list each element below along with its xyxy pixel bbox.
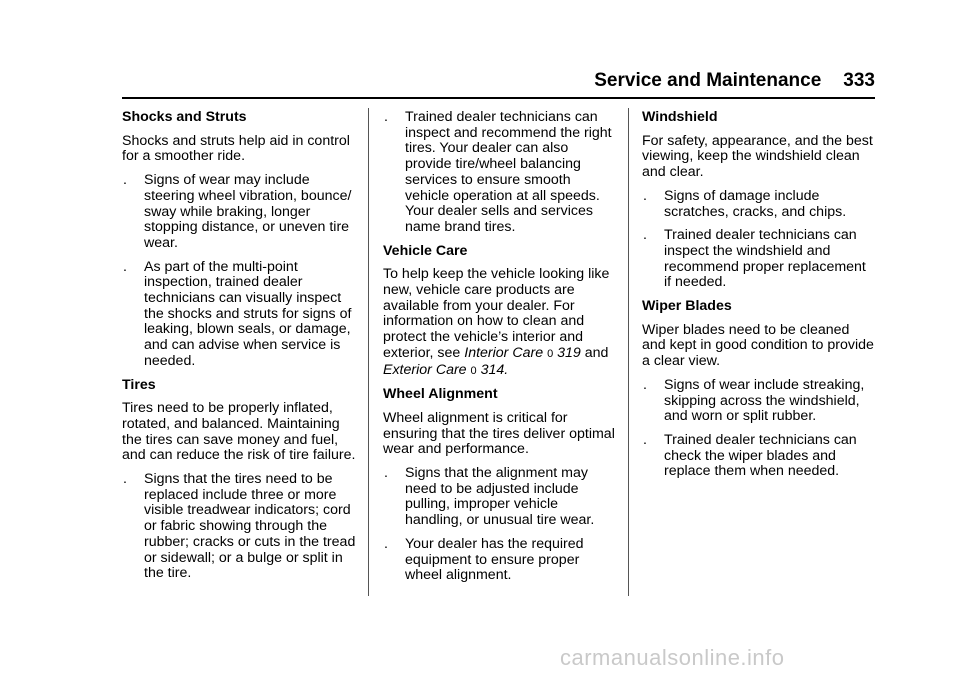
heading-shocks: Shocks and Struts: [122, 109, 247, 125]
bullet-text: Trained dealer technicians can check the wiper blades and replace them when needed.: [664, 431, 857, 480]
bullet-item: [383, 466, 615, 529]
column-2: [383, 110, 615, 592]
bullet-text: Your dealer has the required equipment to ensure proper wheel alignment.: [405, 535, 584, 584]
bullet-text: As part of the multi-point inspection, trained dealer technicians can visually inspect the shocks and struts for signs of leaking, blown seals, or damage, and can advise when service is needed.: [144, 258, 352, 369]
bullet-marker: .: [123, 471, 127, 488]
bullet-item: [642, 228, 876, 291]
heading-vehicle-care: Vehicle Care: [383, 242, 468, 259]
page-header: [0, 70, 875, 92]
bullet-marker: .: [384, 109, 388, 125]
bullet-marker: .: [643, 187, 647, 204]
bullet-item: [383, 537, 615, 584]
column-1: [122, 110, 358, 590]
cross-reference-link[interactable]: Interior Care: [464, 344, 544, 361]
paragraph-text: To help keep the vehicle looking like new, vehicle care products are available from your dealer. For information on how to clean and protect the vehicle’s interior and exterior, see: [383, 266, 610, 361]
paragraph: Wheel alignment is critical for ensuring that the tires deliver optimal wear and performance.: [383, 409, 615, 458]
heading-windshield: Windshield: [642, 109, 718, 125]
page-reference[interactable]: 314.: [480, 361, 509, 378]
watermark: carmanualsonline.info: [560, 645, 785, 670]
bullet-marker: .: [643, 376, 647, 393]
page-number: 333: [843, 70, 875, 91]
bullet-item: [122, 260, 358, 370]
bullet-text: Signs that the tires need to be replaced include three or more visible treadwear indicators; cord or fabric showing through the rubber; cracks or cuts in the tread or sidewall; or a bulge or split in the tire.: [144, 471, 356, 582]
bullet-text: Signs of wear include streaking, skipping across the windshield, and worn or split rubber.: [664, 376, 865, 425]
conjunction-text: and: [584, 344, 609, 361]
bullet-marker: .: [384, 535, 388, 552]
paragraph: Shocks and struts help aid in control for a smoother ride.: [122, 132, 350, 165]
bullet-marker: .: [643, 227, 647, 244]
bullet-marker: .: [123, 258, 127, 275]
page-reference[interactable]: 319: [557, 344, 581, 361]
cross-reference-link[interactable]: Exterior Care: [383, 361, 467, 378]
header-rule: [122, 97, 875, 99]
bullet-text: Trained dealer technicians can inspect and recommend the right tires. Your dealer can also provide tire/wheel balancing services to ensure smooth vehicle operation at all speeds. Your dealer sells and services name brand tires.: [405, 109, 612, 235]
bullet-item: [122, 472, 358, 582]
bullet-text: Signs that the alignment may need to be adjusted include pulling, improper vehicle handling, or unusual tire wear.: [405, 465, 595, 529]
bullet-item: [122, 173, 358, 252]
page-arrow-icon: 0: [470, 364, 477, 377]
page-arrow-icon: 0: [547, 347, 554, 360]
column-divider: [628, 108, 629, 596]
bullet-marker: .: [384, 465, 388, 482]
column-divider: [368, 108, 369, 596]
heading-wiper-blades: Wiper Blades: [642, 298, 732, 315]
heading-wheel-alignment: Wheel Alignment: [383, 386, 498, 403]
paragraph: For safety, appearance, and the best viewing, keep the windshield clean and clear.: [642, 132, 873, 181]
bullet-marker: .: [643, 431, 647, 448]
bullet-item: [642, 378, 876, 425]
bullet-marker: .: [123, 172, 127, 189]
section-title: Service and Maintenance: [594, 70, 822, 91]
bullet-text: Signs of damage include scratches, cracks, and chips.: [664, 187, 847, 220]
bullet-item: [642, 189, 876, 220]
bullet-item: [383, 110, 615, 236]
bullet-item: [642, 433, 876, 480]
paragraph: Tires need to be properly inflated, rotated, and balanced. Maintaining the tires can save money and fuel, and can reduce the risk of tire failure.: [122, 400, 356, 464]
column-3: [642, 110, 876, 488]
bullet-text: Trained dealer technicians can inspect the windshield and recommend proper replacement if needed.: [664, 227, 866, 291]
paragraph: [383, 267, 615, 379]
bullet-text: Signs of wear may include steering wheel vibration, bounce/ sway while braking, longer stopping distance, or uneven tire wear.: [144, 172, 352, 251]
heading-tires: Tires: [122, 376, 156, 393]
paragraph: Wiper blades need to be cleaned and kept in good condition to provide a clear view.: [642, 321, 874, 370]
